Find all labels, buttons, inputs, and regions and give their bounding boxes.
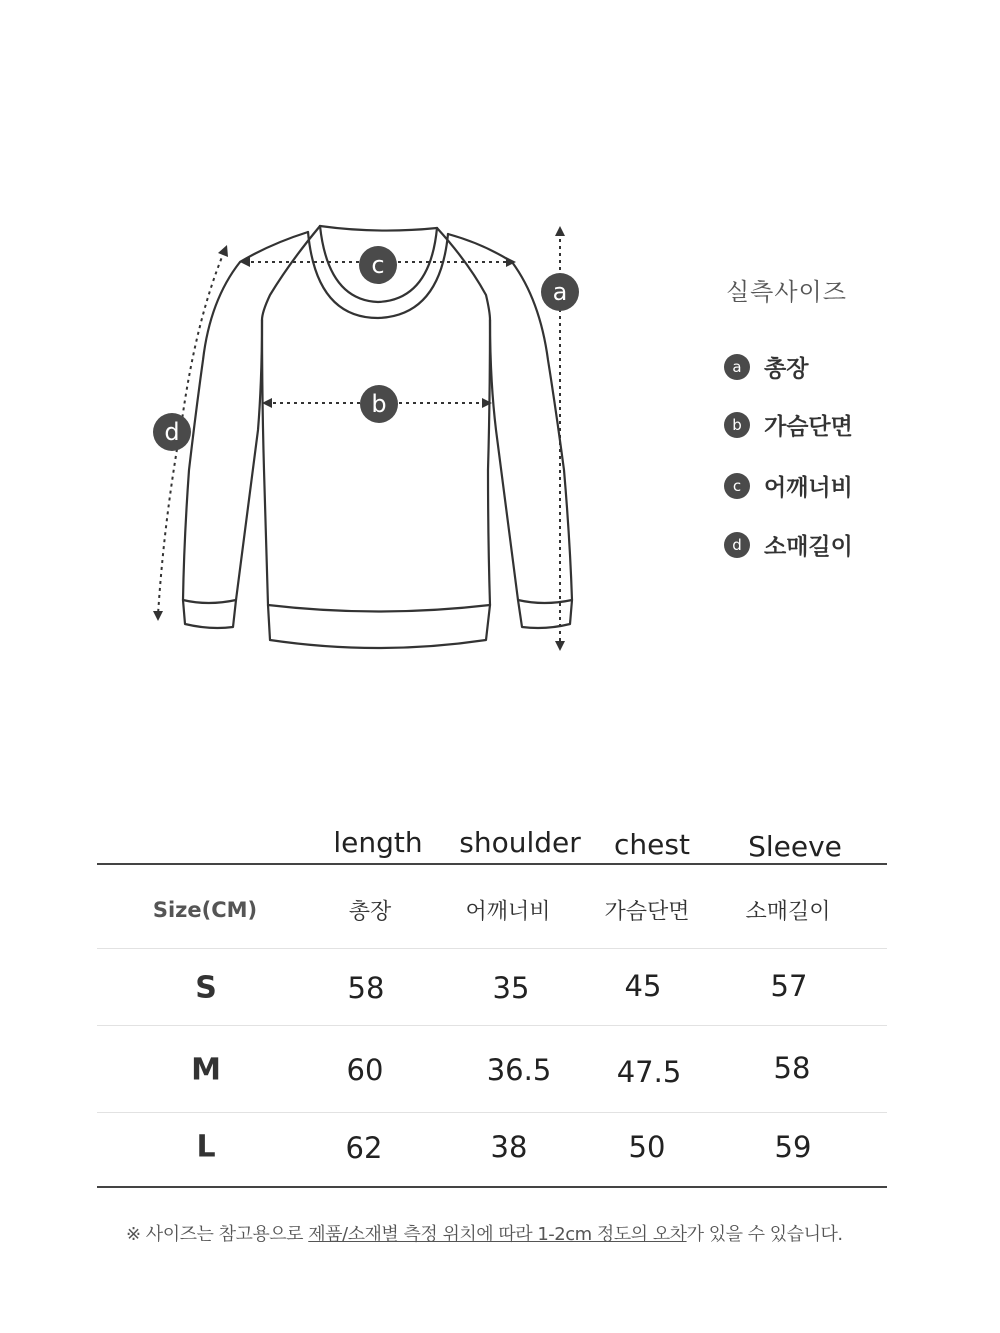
legend-item-d — [724, 528, 853, 561]
row-size-label: M — [191, 1052, 221, 1088]
row-size-label: S — [195, 970, 217, 1006]
cell-shoulder: 35 — [492, 971, 530, 1005]
svg-text:c: c — [371, 251, 385, 279]
row-divider — [97, 948, 887, 949]
cell-sleeve: 59 — [774, 1130, 812, 1164]
ko-header-chest: 가슴단면 — [604, 899, 690, 925]
size-column-header: Size(CM) — [152, 898, 258, 922]
table-bottom-rule — [97, 1186, 887, 1188]
cell-length: 62 — [345, 1131, 383, 1165]
row-divider — [97, 1112, 887, 1113]
legend-item-a — [724, 350, 808, 383]
note-prefix: ※ 사이즈는 참고용으로 — [126, 1224, 309, 1245]
row-divider — [97, 1025, 887, 1026]
ko-header-length: 총장 — [348, 899, 392, 925]
cell-shoulder: 36.5 — [486, 1053, 552, 1087]
diagram-marker-d — [153, 413, 191, 451]
legend-marker-c: c — [724, 473, 750, 499]
header-length: length — [333, 826, 423, 859]
diagram-marker-c — [359, 246, 397, 284]
cell-chest: 50 — [628, 1130, 666, 1164]
header-shoulder: shoulder — [459, 826, 581, 859]
diagram-marker-a — [541, 273, 579, 311]
ko-header-shoulder: 어깨너비 — [465, 899, 551, 925]
legend-marker-d: d — [724, 532, 750, 558]
ko-header-sleeve: 소매길이 — [745, 899, 831, 925]
cell-chest: 47.5 — [616, 1055, 682, 1089]
size-disclaimer-note — [126, 1220, 843, 1246]
legend-item-b — [724, 408, 853, 441]
svg-text:d: d — [164, 418, 180, 446]
legend-item-c — [724, 469, 853, 502]
cell-shoulder: 38 — [490, 1130, 528, 1164]
cell-sleeve: 58 — [773, 1051, 811, 1085]
legend-title: 실측사이즈 — [726, 278, 847, 306]
legend-marker-a: a — [724, 354, 750, 380]
svg-text:a: a — [552, 278, 568, 306]
diagram-marker-b — [360, 385, 398, 423]
legend-label-d: 소매길이 — [764, 534, 853, 560]
cell-chest: 45 — [624, 969, 662, 1003]
cell-length: 58 — [347, 971, 385, 1005]
cell-sleeve: 57 — [770, 969, 808, 1003]
cell-length: 60 — [346, 1053, 384, 1087]
svg-text:b: b — [371, 390, 387, 418]
header-chest: chest — [614, 828, 690, 861]
header-sleeve: Sleeve — [748, 830, 842, 863]
legend-label-b: 가슴단면 — [764, 414, 853, 440]
table-top-rule — [97, 863, 887, 865]
note-underlined: 제품/소재별 측정 위치에 따라 1-2cm 정도의 오차 — [308, 1224, 687, 1245]
legend-label-c: 어깨너비 — [764, 475, 853, 501]
note-suffix: 가 있을 수 있습니다. — [686, 1224, 843, 1245]
legend-label-a: 총장 — [764, 356, 809, 382]
legend-marker-b: b — [724, 412, 750, 438]
row-size-label: L — [196, 1129, 216, 1165]
